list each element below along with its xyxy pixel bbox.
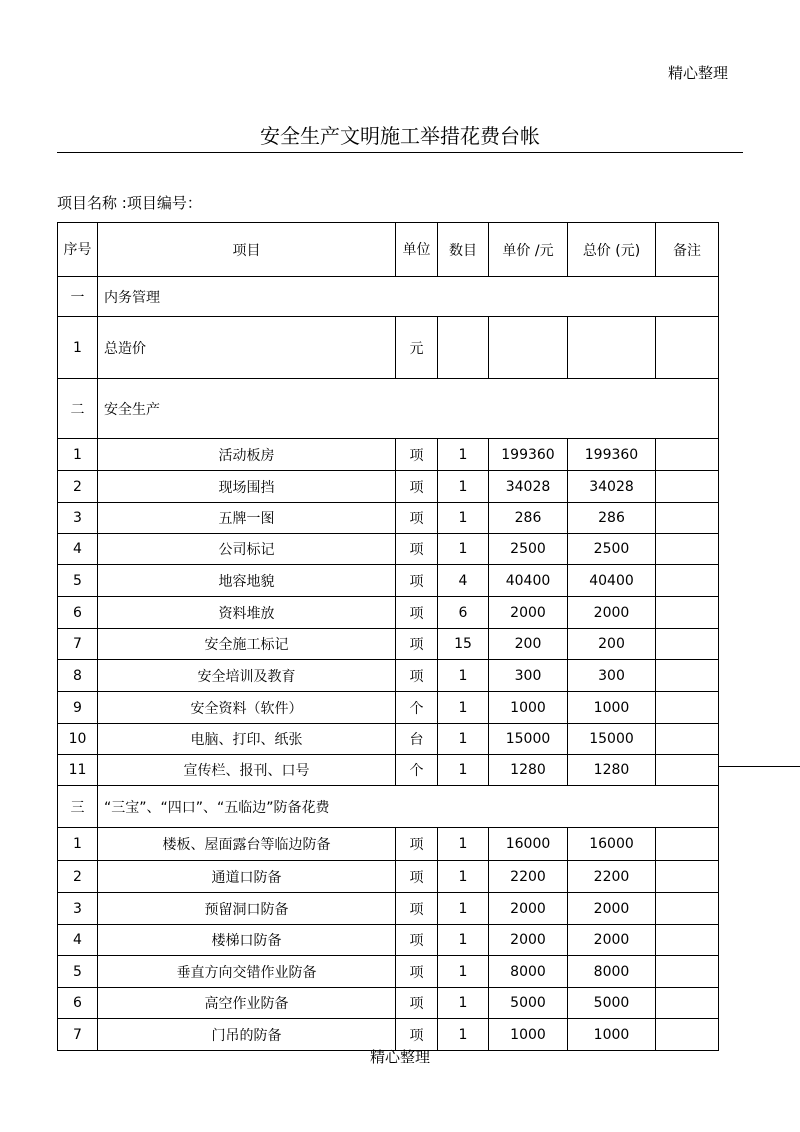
row-remark (656, 692, 719, 724)
title-underline (57, 152, 743, 153)
row-unit: 项 (396, 828, 438, 861)
row-unit: 项 (396, 439, 438, 471)
row-total-price: 40400 (568, 565, 656, 597)
row-unit: 项 (396, 629, 438, 660)
row-unit: 项 (396, 925, 438, 956)
document-title: 安全生产文明施工举措花费台帐 (260, 124, 540, 148)
section-seq: 三 (58, 786, 98, 828)
section-name: 内务管理 (98, 277, 719, 317)
row-remark (656, 597, 719, 629)
section-seq: 二 (58, 379, 98, 439)
table-row (58, 317, 719, 379)
row-unit: 项 (396, 471, 438, 503)
table-row (58, 692, 719, 724)
row-seq: 5 (58, 565, 98, 597)
row-unit: 项 (396, 893, 438, 925)
row-seq: 10 (58, 724, 98, 755)
row-remark (656, 660, 719, 692)
row-total-price (568, 317, 656, 379)
row-qty: 1 (438, 861, 489, 893)
row-total-price: 34028 (568, 471, 656, 503)
row-total-price: 2000 (568, 597, 656, 629)
row-total-price: 2000 (568, 925, 656, 956)
row-item: 公司标记 (98, 534, 396, 565)
footer-note: 精心整理 (369, 1048, 430, 1066)
section-name: 安全生产 (98, 379, 719, 439)
row-seq: 1 (58, 317, 98, 379)
row-seq: 2 (58, 471, 98, 503)
row-seq: 5 (58, 956, 98, 988)
row-item: 楼梯口防备 (98, 925, 396, 956)
row-remark (656, 956, 719, 988)
table-overflow-rule (718, 766, 800, 767)
row-unit-price: 286 (489, 503, 568, 534)
row-total-price: 199360 (568, 439, 656, 471)
row-seq: 1 (58, 439, 98, 471)
table-row (58, 597, 719, 629)
row-item: 通道口防备 (98, 861, 396, 893)
row-unit: 个 (396, 692, 438, 724)
row-total-price: 2500 (568, 534, 656, 565)
section-row (58, 277, 719, 317)
row-total-price: 5000 (568, 988, 656, 1019)
row-qty: 1 (438, 925, 489, 956)
table-row (58, 439, 719, 471)
row-remark (656, 861, 719, 893)
row-unit: 项 (396, 660, 438, 692)
row-unit-price: 2200 (489, 861, 568, 893)
header-item: 项目 (98, 223, 396, 277)
table-row (58, 629, 719, 660)
row-seq: 4 (58, 534, 98, 565)
table-body (58, 277, 719, 1051)
row-unit-price: 8000 (489, 956, 568, 988)
row-remark (656, 317, 719, 379)
header-remark: 备注 (656, 223, 719, 277)
row-remark (656, 565, 719, 597)
row-seq: 3 (58, 503, 98, 534)
header-unit: 单位 (396, 223, 438, 277)
row-qty: 1 (438, 692, 489, 724)
row-qty: 1 (438, 988, 489, 1019)
row-total-price: 1000 (568, 1019, 656, 1051)
table-row (58, 534, 719, 565)
row-total-price: 200 (568, 629, 656, 660)
row-total-price: 15000 (568, 724, 656, 755)
section-row (58, 786, 719, 828)
row-item: 安全资料（软件） (98, 692, 396, 724)
row-qty: 1 (438, 660, 489, 692)
row-qty (438, 317, 489, 379)
header-qty: 数目 (438, 223, 489, 277)
row-seq: 7 (58, 1019, 98, 1051)
row-item: 预留洞口防备 (98, 893, 396, 925)
row-unit-price (489, 317, 568, 379)
row-remark (656, 828, 719, 861)
row-item: 垂直方向交错作业防备 (98, 956, 396, 988)
row-item: 资料堆放 (98, 597, 396, 629)
row-unit: 项 (396, 861, 438, 893)
row-item: 五牌一图 (98, 503, 396, 534)
row-item: 门吊的防备 (98, 1019, 396, 1051)
table-row (58, 565, 719, 597)
row-remark (656, 755, 719, 786)
row-qty: 1 (438, 724, 489, 755)
row-unit-price: 300 (489, 660, 568, 692)
row-qty: 6 (438, 597, 489, 629)
header-seq: 序号 (58, 223, 98, 277)
row-qty: 15 (438, 629, 489, 660)
header-unit-price: 单价 /元 (489, 223, 568, 277)
row-item: 安全施工标记 (98, 629, 396, 660)
row-qty: 1 (438, 471, 489, 503)
table-row (58, 660, 719, 692)
header-total-price: 总价 (元) (568, 223, 656, 277)
table-row (58, 503, 719, 534)
row-qty: 1 (438, 956, 489, 988)
row-qty: 1 (438, 893, 489, 925)
row-unit-price: 1000 (489, 1019, 568, 1051)
row-qty: 1 (438, 755, 489, 786)
project-info-line: 项目名称 :项目编号： (57, 194, 202, 212)
row-qty: 1 (438, 1019, 489, 1051)
row-item: 电脑、打印、纸张 (98, 724, 396, 755)
row-item: 安全培训及教育 (98, 660, 396, 692)
row-seq: 11 (58, 755, 98, 786)
row-total-price: 2000 (568, 893, 656, 925)
row-unit-price: 2500 (489, 534, 568, 565)
row-item: 高空作业防备 (98, 988, 396, 1019)
table-row (58, 861, 719, 893)
row-total-price: 1280 (568, 755, 656, 786)
row-qty: 1 (438, 503, 489, 534)
row-remark (656, 503, 719, 534)
section-row (58, 379, 719, 439)
table-header (58, 223, 719, 277)
row-unit-price: 34028 (489, 471, 568, 503)
row-unit: 台 (396, 724, 438, 755)
row-item: 宣传栏、报刊、口号 (98, 755, 396, 786)
row-unit-price: 40400 (489, 565, 568, 597)
row-remark (656, 471, 719, 503)
row-unit-price: 16000 (489, 828, 568, 861)
row-item: 现场围挡 (98, 471, 396, 503)
row-remark (656, 893, 719, 925)
row-seq: 6 (58, 988, 98, 1019)
row-qty: 4 (438, 565, 489, 597)
table-row (58, 828, 719, 861)
row-seq: 6 (58, 597, 98, 629)
row-unit: 元 (396, 317, 438, 379)
row-unit: 项 (396, 1019, 438, 1051)
row-total-price: 286 (568, 503, 656, 534)
row-item: 总造价 (98, 317, 396, 379)
row-remark (656, 925, 719, 956)
expense-ledger-table (57, 222, 719, 1051)
row-seq: 7 (58, 629, 98, 660)
header-note: 精心整理 (668, 64, 729, 82)
row-seq: 9 (58, 692, 98, 724)
table-row (58, 956, 719, 988)
row-qty: 1 (438, 439, 489, 471)
row-unit-price: 199360 (489, 439, 568, 471)
row-unit-price: 200 (489, 629, 568, 660)
row-item: 地容地貌 (98, 565, 396, 597)
row-seq: 2 (58, 861, 98, 893)
row-total-price: 1000 (568, 692, 656, 724)
table-row (58, 988, 719, 1019)
row-unit-price: 1000 (489, 692, 568, 724)
row-remark (656, 724, 719, 755)
row-seq: 3 (58, 893, 98, 925)
row-unit: 项 (396, 956, 438, 988)
row-unit-price: 15000 (489, 724, 568, 755)
row-item: 活动板房 (98, 439, 396, 471)
section-name: “三宝”、“四口”、“五临边”防备花费 (98, 786, 719, 828)
row-qty: 1 (438, 534, 489, 565)
row-remark (656, 629, 719, 660)
row-seq: 4 (58, 925, 98, 956)
section-seq: 一 (58, 277, 98, 317)
row-unit-price: 5000 (489, 988, 568, 1019)
row-remark (656, 988, 719, 1019)
row-seq: 1 (58, 828, 98, 861)
row-unit: 项 (396, 534, 438, 565)
row-unit-price: 2000 (489, 597, 568, 629)
row-unit-price: 2000 (489, 893, 568, 925)
row-item: 楼板、屋面露台等临边防备 (98, 828, 396, 861)
row-qty: 1 (438, 828, 489, 861)
row-total-price: 300 (568, 660, 656, 692)
row-unit-price: 1280 (489, 755, 568, 786)
row-total-price: 2200 (568, 861, 656, 893)
row-unit: 项 (396, 988, 438, 1019)
row-remark (656, 439, 719, 471)
table-row (58, 471, 719, 503)
row-unit: 个 (396, 755, 438, 786)
row-unit: 项 (396, 503, 438, 534)
row-unit-price: 2000 (489, 925, 568, 956)
row-total-price: 16000 (568, 828, 656, 861)
row-seq: 8 (58, 660, 98, 692)
table-row (58, 724, 719, 755)
table-row (58, 925, 719, 956)
row-unit: 项 (396, 565, 438, 597)
table-row (58, 755, 719, 786)
row-unit: 项 (396, 597, 438, 629)
table-row (58, 893, 719, 925)
row-total-price: 8000 (568, 956, 656, 988)
row-remark (656, 534, 719, 565)
